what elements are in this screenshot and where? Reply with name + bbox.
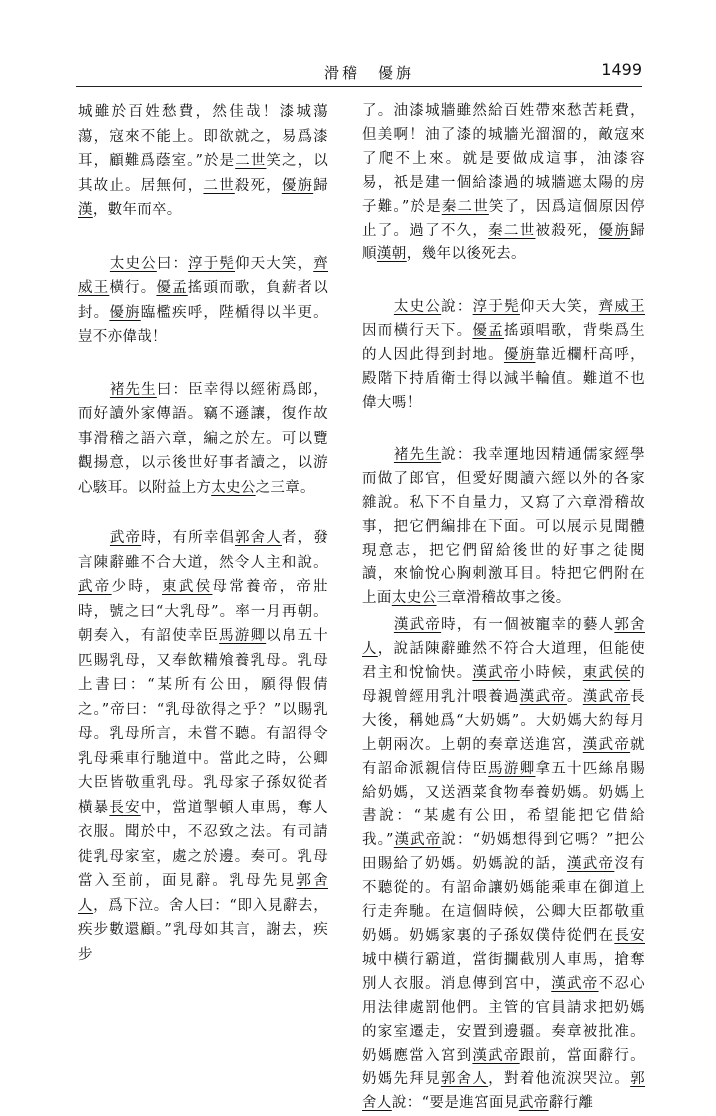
text-run: 城雖於百姓愁費，然佳哉！漆城蕩蕩，寇來不能上。即欲就之，易爲漆耳，顧難爲蔭室。”於是	[78, 104, 328, 169]
proper-noun: 武帝	[109, 530, 142, 546]
text-run: 說：我幸運地因精通儒家經學而做了郎官，但愛好閱讀六經以外的各家雜說。私下不自量力，又寫了六章滑稽故事，把它們編排在下面。可以展示見聞體現意志，把它們留給後世的好事之徒閱讀，來愉悅心胸刺激耳目。特把它們附在上面	[362, 446, 646, 607]
proper-noun: 馬游卿	[488, 760, 536, 777]
left-paragraph-2	[78, 252, 328, 350]
text-run: 三章滑稽故事之後。	[436, 590, 571, 607]
text-run: ，對着他流淚哭泣。	[488, 1071, 631, 1088]
right-paragraph-2	[362, 296, 645, 416]
proper-noun: 東武侯	[162, 579, 213, 595]
text-run: 歸順	[362, 222, 645, 263]
text-run: ，幾年以後死去。	[406, 246, 526, 263]
proper-noun: 漢武帝	[472, 1047, 520, 1064]
proper-noun: 太史公	[393, 299, 442, 316]
classical-text-column	[78, 100, 328, 967]
proper-noun: 漢武帝	[393, 832, 442, 849]
proper-noun: 漢武帝	[519, 688, 568, 705]
proper-noun: 漢武帝	[582, 736, 631, 753]
right-paragraph-4	[362, 614, 645, 1116]
text-run: 之三章。	[255, 479, 315, 496]
text-run: 仰天大笑，	[235, 255, 314, 272]
text-run: 小時候，	[519, 665, 583, 682]
text-run: 少時，	[111, 579, 163, 595]
text-run: ，說話陳辭雖然不符合大道理，但能使君主和悅愉快。	[362, 641, 645, 682]
text-run: 者，發言陳辭雖不合大道，然令人主和說。	[78, 530, 328, 571]
proper-noun: 漢朝	[376, 246, 407, 263]
proper-noun: 太史公	[211, 479, 256, 496]
proper-noun: 秦二世	[488, 222, 536, 239]
text-run: 時，有所幸倡	[141, 530, 235, 546]
running-header	[76, 58, 642, 87]
text-run: 。	[567, 688, 583, 705]
text-run: 就有詔命派親信侍臣	[362, 736, 645, 777]
text-run: 因而橫行天下。	[362, 323, 473, 340]
translation-column	[362, 100, 645, 1116]
text-run: 時，有一個被寵幸的藝人	[441, 617, 615, 634]
text-run: 不忍心用法律處罰他們。主管的官員請求把奶媽的家室遷走，安置到邊疆。奏章被批准。奶媽應當入宮到	[362, 975, 645, 1064]
text-run: 殺死，	[234, 177, 282, 194]
text-run: 搖頭唱歌，背柴爲生的人因此得到封地。	[362, 323, 645, 364]
proper-noun: 優旃	[503, 347, 536, 364]
text-run: 說：“奶媽想得到它嗎？”把公田賜給了奶媽。奶媽說的話，	[362, 832, 645, 873]
proper-noun: 漢武帝	[551, 975, 599, 992]
text-run: 母常養帝，帝壯時，號之曰“大乳母”。率一月再朝。朝奏入，有詔使幸臣	[78, 579, 329, 644]
text-run: 被殺死，	[535, 222, 599, 239]
proper-noun: 長安	[614, 928, 645, 944]
proper-noun: 長安	[109, 799, 141, 816]
left-paragraph-1	[78, 100, 328, 223]
text-run: 拿五十匹絲帛賜給奶媽，又送酒菜食物奉養奶媽。奶媽上書說：“某處有公田，希望能把它借給我。”	[362, 760, 645, 849]
right-paragraph-1	[362, 100, 645, 267]
proper-noun: 漢武帝	[567, 856, 615, 873]
proper-noun: 優旃	[109, 304, 141, 321]
text-run: 長大後，稱她爲“大奶媽”。大奶媽大約每月上朝兩次。上朝的奏章送進宮，	[362, 688, 646, 753]
text-run: 笑之，以其故止。居無何，	[78, 153, 329, 194]
proper-noun: 郭舍人	[235, 530, 282, 546]
proper-noun: 武帝	[78, 579, 112, 595]
proper-noun: 秦二世	[441, 198, 489, 215]
proper-noun: 武帝	[518, 1095, 549, 1112]
text-run: 橫行。	[109, 280, 157, 296]
proper-noun: 齊威王	[598, 299, 646, 316]
text-run: 歸	[313, 177, 328, 194]
text-run: 辭行離	[548, 1095, 594, 1112]
proper-noun: 郭舍人	[440, 1071, 489, 1088]
left-paragraph-4	[78, 526, 328, 967]
proper-noun: 漢武帝	[472, 665, 520, 682]
proper-noun: 漢武帝	[582, 688, 631, 705]
page-number: 1499	[601, 60, 642, 79]
text-run: 搖頭而歌，負薪者以封。	[78, 280, 328, 321]
proper-noun: 二世	[203, 177, 235, 194]
right-paragraph-3	[362, 444, 645, 611]
text-run: ，數年而卒。	[92, 202, 182, 218]
proper-noun: 郭舍人	[362, 1071, 646, 1112]
text-run: 靠近欄杆高呼，殿階下持盾衛士得以減半輪值。難道不也偉大嗎！	[362, 347, 645, 411]
text-run: 了。油漆城牆雖然給百姓帶來愁苦耗費，但美啊！油了漆的城牆光溜溜的，敵寇來了爬不上來。就是要做成這事，油漆容易，祇是建一個給漆過的城牆遮太陽的房子難。”於是	[362, 103, 645, 215]
proper-noun: 優孟	[472, 323, 504, 340]
text-run: 跟前，當面辭行。奶媽先拜見	[362, 1047, 645, 1088]
text-run: ，爲下泣。舍人曰：“即入見辭去，疾步數還顧。”乳母如其言，謝去，疾步	[78, 897, 328, 963]
proper-noun: 淳于髡	[188, 255, 236, 272]
proper-noun: 漢	[78, 202, 93, 218]
text-run: 曰：	[156, 255, 189, 272]
proper-noun: 淳于髡	[472, 299, 520, 316]
proper-noun: 褚先生	[109, 381, 157, 398]
text-run: 城中橫行霸道，當街攔截別人車馬，搶奪別人衣服。消息傳到宮中，	[362, 951, 645, 992]
proper-noun: 太史公	[391, 590, 437, 607]
proper-noun: 東武侯	[582, 665, 631, 682]
text-run: 說：	[441, 299, 473, 316]
text-run: 沒有不聽從的。有詔命讓奶媽能乘車在御道上行走奔馳。在這個時候，公卿大臣都敬重奶媽。奶媽家裏的子孫奴僕侍從們在	[362, 856, 645, 944]
proper-noun: 漢武帝	[393, 617, 442, 634]
text-run: 曰：臣幸得以經術爲郎，而好讀外家傳語。竊不遜讓，復作故事滑稽之語六章，編之於左。可以覽觀揚意，以示後世好事者讀之，以游心駭耳。以附益上方	[78, 381, 328, 496]
proper-noun: 太史公	[109, 255, 157, 272]
proper-noun: 郭舍人	[78, 873, 328, 914]
proper-noun: 二世	[235, 153, 267, 169]
running-title: 滑稽 優旃	[324, 64, 415, 82]
proper-noun: 齊威王	[78, 255, 329, 296]
text-run: 中，當道掣頓人車馬，奪人衣服。聞於中，不忍致之法。有司請徙乳母家室，處之於邊。奏可。乳母當入至前，面見辭。乳母先見	[78, 799, 328, 889]
proper-noun: 馬游卿	[219, 628, 267, 644]
text-run: 仰天大笑，	[519, 299, 599, 316]
text-run: 以帛五十匹賜乳母，又奉飲糒飧養乳母。乳母上書曰：“某所有公田，願得假倩之。”帝曰：“乳母欲得之乎？”以賜乳母。乳母所言，未嘗不聽。有詔得令乳母乘車行馳道中。當此之時，公卿大臣皆敬重乳母。乳母家子孫奴從者橫暴	[78, 628, 329, 816]
proper-noun: 郭舍人	[362, 617, 645, 658]
proper-noun: 優旃	[598, 222, 631, 239]
text-run: 的母親曾經用乳汁喂養過	[362, 665, 645, 705]
proper-noun: 褚先生	[393, 446, 442, 463]
proper-noun: 優旃	[281, 177, 314, 194]
text-run: 說：“要是進宮面見	[391, 1095, 519, 1112]
text-run: 臨檻疾呼，陛楯得以半更。豈不亦偉哉！	[78, 304, 328, 345]
left-paragraph-3	[78, 378, 328, 501]
text-run: 笑了，因爲這個原因停止了。過了不久，	[362, 198, 646, 239]
proper-noun: 優孟	[156, 280, 188, 296]
